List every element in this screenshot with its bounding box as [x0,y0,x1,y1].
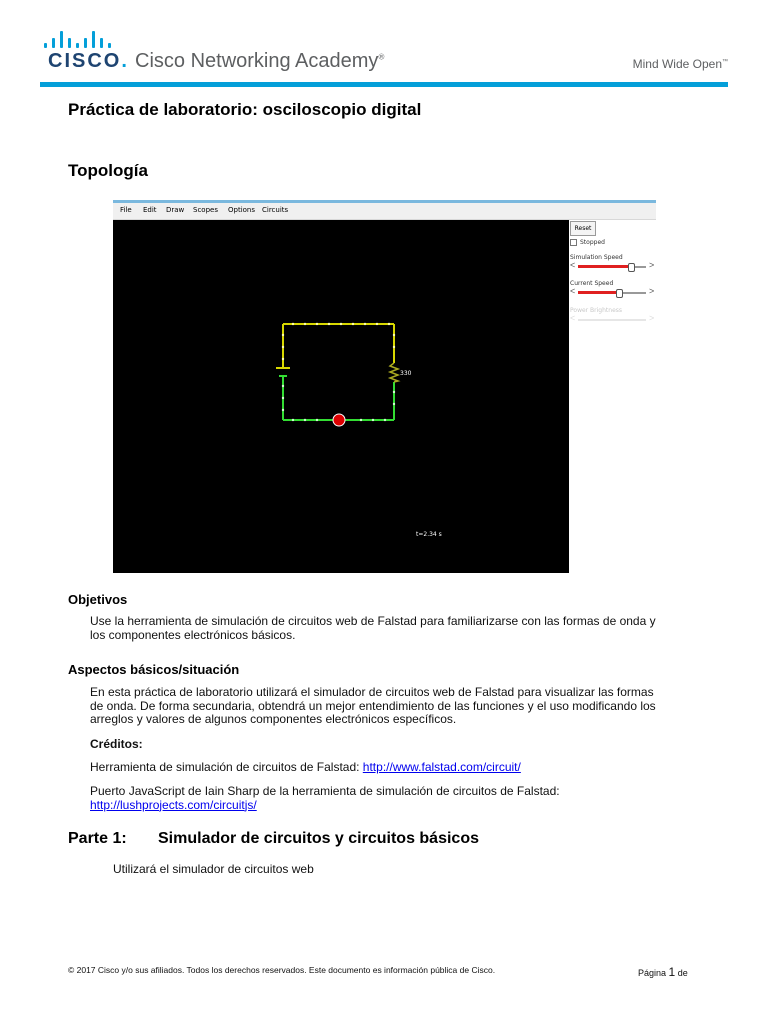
topology-heading: Topología [68,161,148,180]
chevron-left-icon[interactable]: < [570,286,576,296]
current-speed-slider[interactable] [570,286,655,297]
header-rule [40,82,728,87]
tagline: Mind Wide Open™ [632,57,728,71]
slider-thumb[interactable] [628,263,635,272]
stopped-checkbox[interactable] [570,239,605,246]
menu-options[interactable]: Options [228,206,256,214]
reset-button[interactable]: Reset [570,221,596,236]
circuit-simulator-figure [113,200,656,574]
menu-edit[interactable]: Edit [143,206,157,214]
battery-icon [276,368,290,376]
current-speed-label: Current Speed [570,280,614,287]
simulator-control-panel [569,220,656,340]
simulation-speed-slider[interactable] [570,260,655,271]
power-brightness-slider [570,313,655,324]
footer-copyright: © 2017 Cisco y/o sus afiliados. Todos los derechos reservados. Este documento es información pública de Cisco. [68,965,496,975]
simulator-menubar [113,203,656,220]
circuit-diagram [113,220,569,573]
menu-scopes[interactable]: Scopes [193,206,218,214]
time-readout: t=2.34 s [416,531,442,538]
falstad-link[interactable]: http://www.falstad.com/circuit/ [362,760,521,774]
lamp-icon [333,414,345,426]
lushprojects-link[interactable]: http://lushprojects.com/circuitjs/ [90,797,257,812]
checkbox-box[interactable] [570,239,577,246]
chevron-right-icon[interactable]: > [649,260,655,270]
cisco-bridge-icon [44,30,118,48]
circuit-canvas[interactable] [113,220,569,573]
credit-javascript-port: Puerto JavaScript de Iain Sharp de la herramienta de simulación de circuitos de Falstad: http://lushprojects.com/circuitjs/ [90,784,560,812]
stopped-label: Stopped [580,239,605,246]
simulation-speed-label: Simulation Speed [570,254,623,261]
resistor-value-label: 330 [400,370,412,377]
menu-file[interactable]: File [120,206,132,214]
aspectos-heading: Aspectos básicos/situación [68,662,240,677]
resistor-icon [390,363,398,382]
brand-name: Cisco Networking Academy® [135,50,385,72]
cisco-wordmark: CISCO. [48,50,129,72]
chevron-right-icon[interactable]: > [649,286,655,296]
menu-circuits[interactable]: Circuits [262,206,289,214]
slider-thumb[interactable] [616,289,623,298]
power-brightness-label: Power Brightness [570,307,623,314]
aspectos-text: En esta práctica de laboratorio utilizará el simulador de circuitos web de Falstad para visualizar las formas de onda. De forma secundaria, obtendrá un mejor entendimiento de las funciones y el uso modificando los arreglos y valores de algunos componentes electrónicos específicos. [90,685,656,726]
credit-falstad: Herramienta de simulación de circuitos de Falstad: http://www.falstad.com/circuit/ [90,760,521,774]
chevron-right-icon: > [649,313,655,323]
objetivos-heading: Objetivos [68,592,128,607]
document-title: Práctica de laboratorio: osciloscopio digital [68,100,422,119]
current-dots-top [282,323,395,360]
part1-heading: Parte 1: Simulador de circuitos y circuitos básicos [68,830,479,847]
footer-page-number: Página 1 de [638,965,688,979]
chevron-left-icon: < [570,313,576,323]
credits-label: Créditos: [90,737,143,751]
part1-intro: Utilizará el simulador de circuitos web [113,862,314,876]
chevron-left-icon[interactable]: < [570,260,576,270]
menu-draw[interactable]: Draw [166,206,185,214]
objetivos-text: Use la herramienta de simulación de circuitos web de Falstad para familiarizarse con las formas de onda y los componentes electrónicos básicos. [90,614,656,642]
